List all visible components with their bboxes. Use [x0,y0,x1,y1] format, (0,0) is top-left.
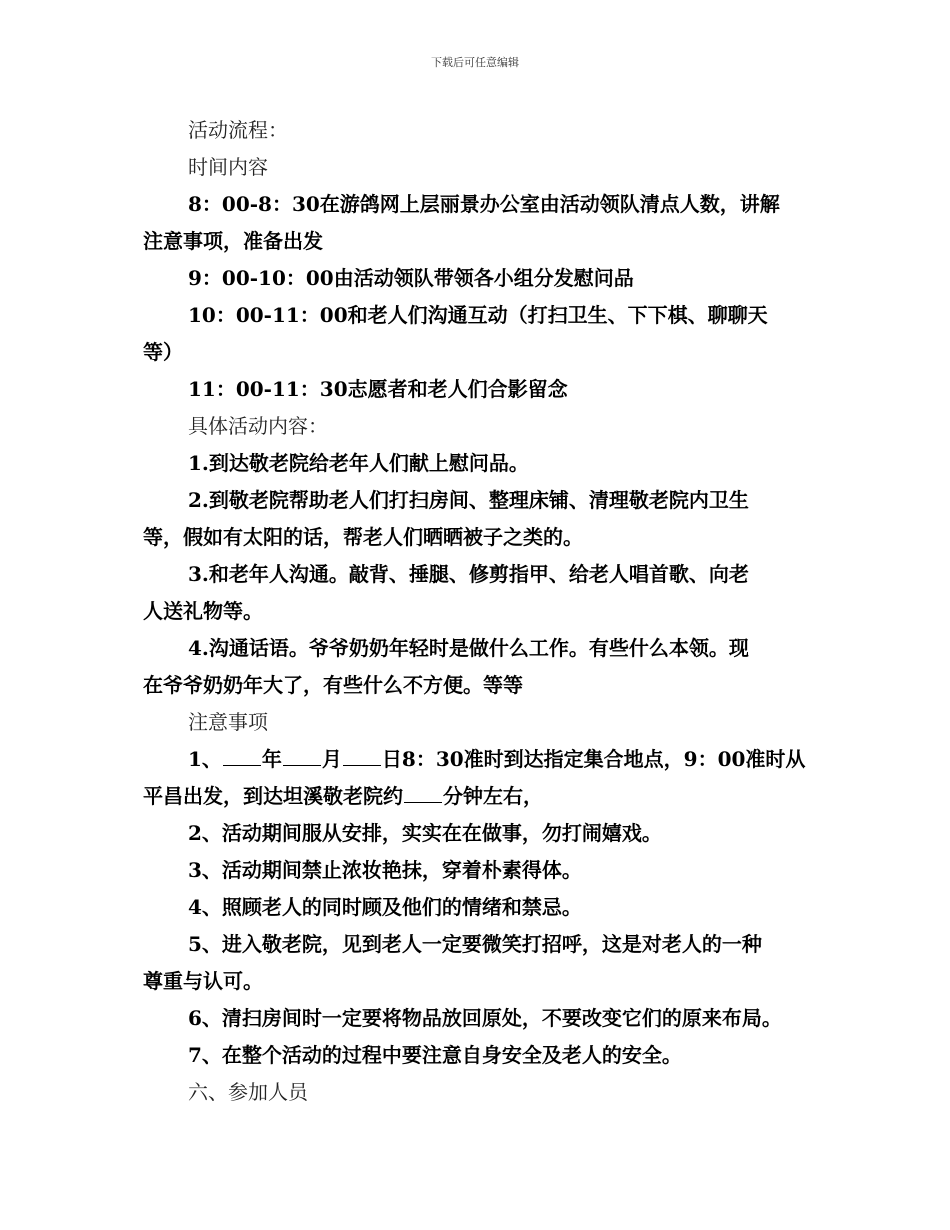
notes-item-5-line-2: 尊重与认可。 [143,969,263,993]
content-item-3-line-2: 人送礼物等。 [143,599,263,623]
notes-item-4: 4、照顾老人的同时顾及他们的情绪和禁忌。 [188,895,582,919]
content-item-3-line-1: 3.和老年人沟通。敲背、捶腿、修剪指甲、给老人唱首歌、向老 [188,562,749,586]
notes-item-1-rest: 日8：30准时到达指定集合地点，9：00准时从 [381,747,806,771]
flow-item-3-line-1: 10：00-11：00和老人们沟通互动（打扫卫生、下下棋、聊聊天 [188,303,768,327]
content-item-1: 1.到达敬老院给老年人们献上慰问品。 [188,451,529,475]
notes-item-1-line-2-b: 分钟左右， [443,784,543,808]
notes-item-1-prefix: 1、 [188,747,222,771]
content-item-2-line-2: 等，假如有太阳的话，帮老人们晒晒被子之类的。 [143,525,583,549]
content-item-2-line-1: 2.到敬老院帮助老人们打扫房间、整理床铺、清理敬老院内卫生 [188,488,749,512]
flow-item-4: 11：00-11：30志愿者和老人们合影留念 [188,377,568,401]
notes-item-3: 3、活动期间禁止浓妆艳抹，穿着朴素得体。 [188,858,582,882]
month-label: 月 [321,747,342,771]
year-blank [223,745,261,766]
year-label: 年 [261,747,282,771]
content-heading: 具体活动内容： [188,414,328,438]
notes-item-1-line-2-a: 平昌出发，到达坦溪敬老院约 [143,784,403,808]
flow-item-1-line-2: 注意事项，准备出发 [143,229,323,253]
page-header: 下载后可任意编辑 [431,56,519,69]
notes-item-5-line-1: 5、进入敬老院，见到老人一定要微笑打招呼，这是对老人的一种 [188,932,762,956]
notes-heading: 注意事项 [188,710,268,734]
day-blank [343,745,381,766]
notes-item-1-line-2 [143,778,818,815]
content-item-4-line-1: 4.沟通话语。爷爷奶奶年轻时是做什么工作。有些什么本领。现 [188,636,749,660]
flow-item-1-line-1: 8：00-8：30在游鸽网上层丽景办公室由活动领队清点人数，讲解 [188,192,780,216]
notes-item-6: 6、清扫房间时一定要将物品放回原处，不要改变它们的原来布局。 [188,1006,782,1030]
minutes-blank [404,782,442,803]
flow-item-3-line-2: 等） [143,340,183,364]
participants-heading: 六、参加人员 [188,1080,308,1104]
notes-item-2: 2、活动期间服从安排，实实在在做事，勿打闹嬉戏。 [188,821,662,845]
flow-item-2: 9：00-10：00由活动领队带领各小组分发慰问品 [188,266,634,290]
document-body [143,112,818,1111]
content-item-4-line-2: 在爷爷奶奶年大了，有些什么不方便。等等 [143,673,523,697]
notes-item-1-line-1 [143,741,818,778]
flow-heading: 活动流程： [188,118,288,142]
notes-item-7: 7、在整个活动的过程中要注意自身安全及老人的安全。 [188,1043,682,1067]
month-blank [283,745,321,766]
flow-subheading: 时间内容 [188,155,268,179]
